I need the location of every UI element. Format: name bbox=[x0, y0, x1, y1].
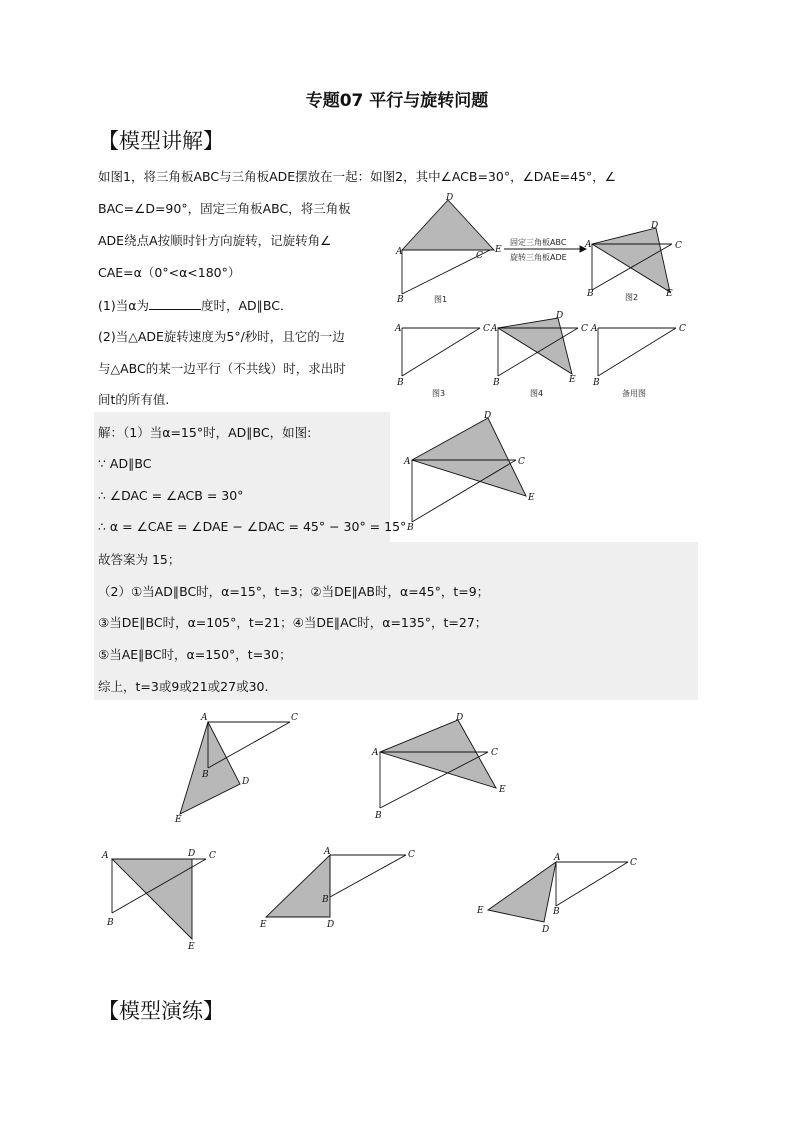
case-figure-5 bbox=[474, 850, 644, 940]
section-model-practice: 【模型演练】 bbox=[98, 999, 224, 1023]
page-title: 专题07 平行与旋转问题 bbox=[305, 91, 489, 111]
question-1-prefix: (1)当α为 bbox=[98, 298, 149, 313]
solution-line-2: ∵ AD∥BC bbox=[98, 456, 152, 471]
question-1 bbox=[98, 298, 292, 313]
label-e: E bbox=[666, 289, 673, 299]
label-b: B bbox=[397, 295, 404, 305]
label-c: C bbox=[209, 851, 216, 861]
label-d: D bbox=[456, 713, 464, 723]
label-e: E bbox=[499, 785, 506, 795]
label-b: B bbox=[107, 918, 114, 928]
label-e: E bbox=[569, 375, 576, 385]
solution-line-3: ∴ ∠DAC = ∠ACB = 30° bbox=[98, 488, 244, 503]
question-2-line-3: 间t的所有值. bbox=[98, 392, 170, 407]
figure-2-caption: 图2 bbox=[625, 293, 639, 302]
label-d: D bbox=[484, 411, 492, 421]
solution-line-9: 综上，t=3或9或21或27或30. bbox=[98, 679, 269, 694]
label-c: C bbox=[491, 748, 498, 758]
label-d: D bbox=[651, 221, 659, 231]
label-e: E bbox=[175, 815, 182, 825]
label-d: D bbox=[556, 311, 564, 321]
question-1-suffix: 度时，AD∥BC． bbox=[200, 298, 293, 313]
answer-blank[interactable] bbox=[149, 298, 201, 310]
label-b: B bbox=[322, 895, 329, 905]
solution-line-6: （2）①当AD∥BC时，α=15°，t=3；②当DE∥AB时，α=45°，t=9； bbox=[98, 584, 490, 599]
label-c: C bbox=[483, 324, 490, 334]
figure-3-caption: 图3 bbox=[432, 389, 446, 398]
solution-figure bbox=[398, 410, 538, 534]
label-a: A bbox=[591, 324, 598, 334]
label-e: E bbox=[188, 942, 195, 952]
figure-4-caption: 图4 bbox=[530, 389, 544, 398]
solution-line-4: ∴ α = ∠CAE = ∠DAE − ∠DAC = 45° − 30° = 15° bbox=[98, 519, 407, 534]
label-a: A bbox=[396, 247, 403, 257]
label-a: A bbox=[395, 324, 402, 334]
label-a: A bbox=[324, 847, 331, 857]
label-a: A bbox=[585, 240, 592, 250]
label-d: D bbox=[327, 920, 335, 930]
case-figure-3 bbox=[98, 845, 228, 955]
arrow-bottom-text: 旋转三角板ADE bbox=[510, 253, 567, 262]
label-c: C bbox=[408, 850, 415, 860]
case-figure-1 bbox=[170, 708, 310, 828]
label-e: E bbox=[528, 493, 535, 503]
label-b: B bbox=[553, 907, 560, 917]
label-e: E bbox=[495, 245, 502, 255]
label-d: D bbox=[188, 849, 196, 859]
label-d: D bbox=[446, 193, 454, 203]
figure-spare-caption: 备用图 bbox=[622, 389, 646, 398]
label-a: A bbox=[201, 713, 208, 723]
problem-line-3: ADE绕点A按顺时针方向旋转，记旋转角∠ bbox=[98, 233, 332, 248]
label-c: C bbox=[476, 251, 483, 261]
label-b: B bbox=[493, 378, 500, 388]
label-d: D bbox=[242, 777, 250, 787]
label-c: C bbox=[675, 241, 682, 251]
label-b: B bbox=[593, 378, 600, 388]
label-b: B bbox=[397, 378, 404, 388]
label-a: A bbox=[102, 851, 109, 861]
label-a: A bbox=[491, 324, 498, 334]
problem-line-2: BAC=∠D=90°，固定三角板ABC，将三角板 bbox=[98, 201, 351, 216]
solution-line-8: ⑤当AE∥BC时，α=150°，t=30； bbox=[98, 647, 292, 662]
case-figure-2 bbox=[368, 708, 518, 824]
label-b: B bbox=[202, 770, 209, 780]
figure-1-caption: 图1 bbox=[434, 295, 448, 304]
label-c: C bbox=[518, 457, 525, 467]
label-b: B bbox=[587, 289, 594, 299]
label-c: C bbox=[291, 713, 298, 723]
label-a: A bbox=[372, 748, 379, 758]
label-a: A bbox=[404, 457, 411, 467]
solution-line-7: ③当DE∥BC时，α=105°，t=21；④当DE∥AC时，α=135°，t=27； bbox=[98, 615, 488, 630]
label-b: B bbox=[407, 523, 414, 533]
label-b: B bbox=[375, 811, 382, 821]
solution-line-1: 解：（1）当α=15°时，AD∥BC，如图: bbox=[98, 425, 312, 440]
figure-1-2 bbox=[392, 192, 692, 310]
label-c: C bbox=[679, 324, 686, 334]
solution-line-5: 故答案为 15； bbox=[98, 552, 181, 567]
problem-line-4: CAE=α（0°<α<180°） bbox=[98, 265, 241, 280]
label-d: D bbox=[542, 925, 550, 935]
problem-line-1: 如图1，将三角板ABC与三角板ADE摆放在一起：如图2，其中∠ACB=30°，∠DAE=45°，∠ bbox=[98, 169, 616, 184]
label-e: E bbox=[477, 906, 484, 916]
case-figure-4 bbox=[258, 845, 418, 935]
arrow-top-text: 固定三角板ABC bbox=[510, 238, 567, 247]
section-model-explain: 【模型讲解】 bbox=[98, 129, 224, 153]
label-c: C bbox=[630, 858, 637, 868]
question-2-line-2: 与△ABC的某一边平行（不共线）时，求出时 bbox=[98, 361, 346, 376]
label-e: E bbox=[260, 920, 267, 930]
figure-3-4-spare bbox=[392, 311, 692, 402]
question-2-line-1: (2)当△ADE旋转速度为5°/秒时，且它的一边 bbox=[98, 329, 345, 344]
label-c: C bbox=[581, 324, 588, 334]
label-a: A bbox=[554, 853, 561, 863]
